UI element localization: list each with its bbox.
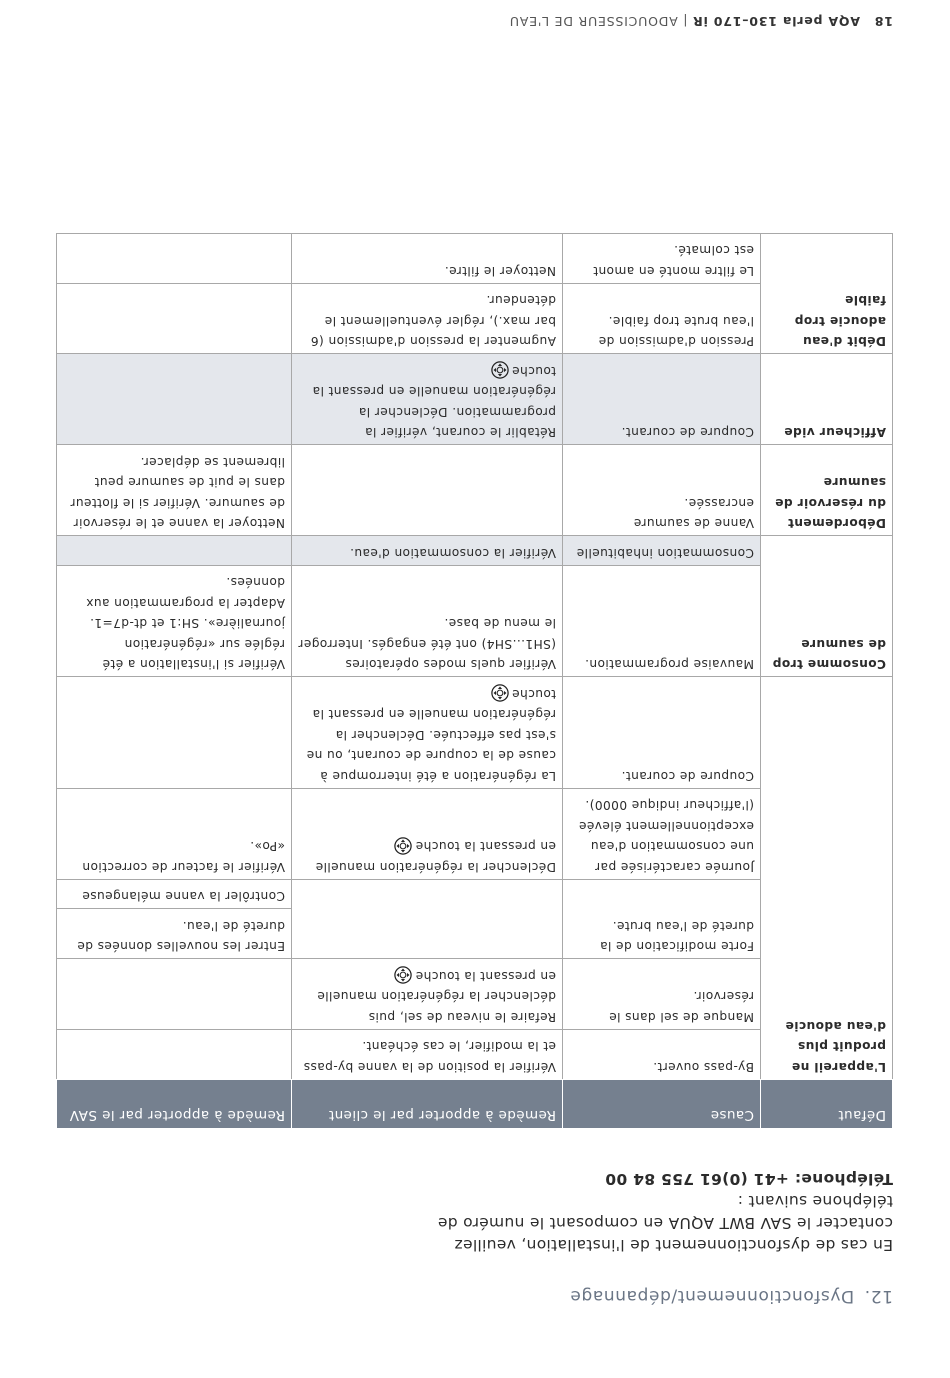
sav-remedy-cell: Contrôler la vanne mélangeuse: [57, 880, 292, 910]
page-number: 18: [874, 14, 893, 29]
sav-remedy-cell: Vérifier le facteur de correction «Po».: [57, 789, 292, 880]
sav-remedy-cell: Nettoyer la vanne et le réservoir de saumure. Vérifier si le flotteur dans le puit de saumure peut librement se déplacer.: [57, 445, 292, 536]
sav-remedy-cell: [57, 1030, 292, 1080]
sav-remedy-cell: [57, 284, 292, 355]
cause-cell: Vanne de saumure encrassée.: [563, 445, 761, 536]
client-remedy-cell: [292, 880, 563, 960]
table-header-row: [57, 1080, 893, 1129]
footer-separator: |: [682, 14, 688, 29]
client-remedy-text: Rétablir le courant, vérifier la programmation. Déclencher la régénération manuelle en pressant la touche: [312, 364, 556, 440]
intro-text: En cas de dysfonctionnement de l'installation, veuillez contacter le SAV BWT AQUA en composant le numéro de téléphone suivant :: [437, 1192, 893, 1254]
regeneration-key-icon: [491, 685, 509, 703]
client-remedy-text: Déclencher la régénération manuelle en pressant la touche: [315, 839, 556, 874]
cause-cell: Mauvaise programmation.: [563, 566, 761, 678]
sav-remedy-cell: Vérifier si l'installation a été réglée sur «régénération journalière». SH:1 et dt-d7=1. Adapter la programmation aux données.: [57, 566, 292, 678]
regeneration-key-icon: [394, 837, 412, 855]
header-defect: Défaut: [761, 1080, 893, 1129]
client-remedy-cell: [292, 677, 563, 789]
header-cause: Cause: [563, 1080, 761, 1129]
client-remedy-cell: Augmenter la pression d'admission (6 bar max.), régler éventuellement le détendeur.: [292, 284, 563, 355]
cause-cell: Coupure de courant.: [563, 354, 761, 445]
table-row: [57, 284, 893, 355]
sav-remedy-cell: [57, 536, 292, 566]
client-remedy-text: La régénération a été interrompue à cause de la coupure de courant, ou ne s'est pas effectuée. Déclencher la régénération manuelle en pressant la touche: [306, 687, 556, 783]
regeneration-key-icon: [394, 967, 412, 985]
document-title: ADOUCISSEUR DE L'EAU: [509, 14, 678, 29]
table-row: [57, 354, 893, 445]
defect-cell: Débordement du réservoir de saumure: [761, 445, 893, 536]
table-row: [57, 566, 893, 678]
defect-cell: L'appareil ne produit plus d'eau adoucie: [761, 677, 893, 1080]
cause-cell: Journée caractérisée par une consommation d'eau exceptionnellement élevée (l'afficheur indique 0000).: [563, 789, 761, 880]
defect-cell: Consomme trop de saumure: [761, 536, 893, 677]
page-footer: [509, 14, 893, 29]
sav-remedy-cell: [57, 354, 292, 445]
client-remedy-cell: [292, 789, 563, 880]
client-remedy-cell: [292, 959, 563, 1030]
phone-number: Téléphone: +41 (0)61 755 84 00: [605, 1170, 893, 1188]
table-row: [57, 445, 893, 536]
cause-cell: Forte modification de la dureté de l'eau brute.: [563, 880, 761, 960]
client-remedy-cell: [292, 445, 563, 536]
client-remedy-text: Refaire le niveau de sel, puis déclencher la régénération manuelle en pressant la touche: [316, 969, 556, 1024]
section-heading: [570, 1286, 893, 1306]
cause-cell: Le filtre monté en amont est colmaté.: [563, 234, 761, 284]
cause-cell: Coupure de courant.: [563, 677, 761, 789]
cause-cell: By-pass ouvert.: [563, 1030, 761, 1080]
header-sav-remedy: Remède à apporter par le SAV: [57, 1080, 292, 1129]
regeneration-key-icon: [491, 362, 509, 380]
intro-paragraph: [423, 1168, 893, 1256]
troubleshooting-table: [56, 233, 893, 1129]
product-model: AQA perla 130–170 iR: [692, 14, 860, 29]
client-remedy-cell: Vérifier quels modes opératoires (SH1...SH4) ont été engagés. Interroger le menu de base.: [292, 566, 563, 678]
table-row: [57, 1030, 893, 1080]
cause-cell: Pression d'admission de l'eau brute trop faible.: [563, 284, 761, 355]
sav-remedy-cell: [57, 234, 292, 284]
client-remedy-cell: Vérifier la position de la vanne by-pass et la modifier, le cas échéant.: [292, 1030, 563, 1080]
section-number: 12.: [864, 1286, 893, 1306]
sav-remedy-cell: Entrer les nouvelles données de dureté de l'eau.: [57, 909, 292, 959]
header-client-remedy: Remède à apporter par le client: [292, 1080, 563, 1129]
sav-remedy-cell: [57, 677, 292, 789]
client-remedy-cell: Vérifier la consommation d'eau.: [292, 536, 563, 566]
sav-remedy-cell: [57, 959, 292, 1030]
defect-cell: Débit d'eau adoucie trop faible: [761, 234, 893, 355]
cause-cell: Consommation inhabituelle: [563, 536, 761, 566]
section-title: Dysfonctionnement/dépannage: [569, 1286, 855, 1306]
defect-cell: Afficheur vide: [761, 354, 893, 445]
client-remedy-cell: Nettoyer le filtre.: [292, 234, 563, 284]
cause-cell: Manque de sel dans le réservoir.: [563, 959, 761, 1030]
client-remedy-cell: [292, 354, 563, 445]
